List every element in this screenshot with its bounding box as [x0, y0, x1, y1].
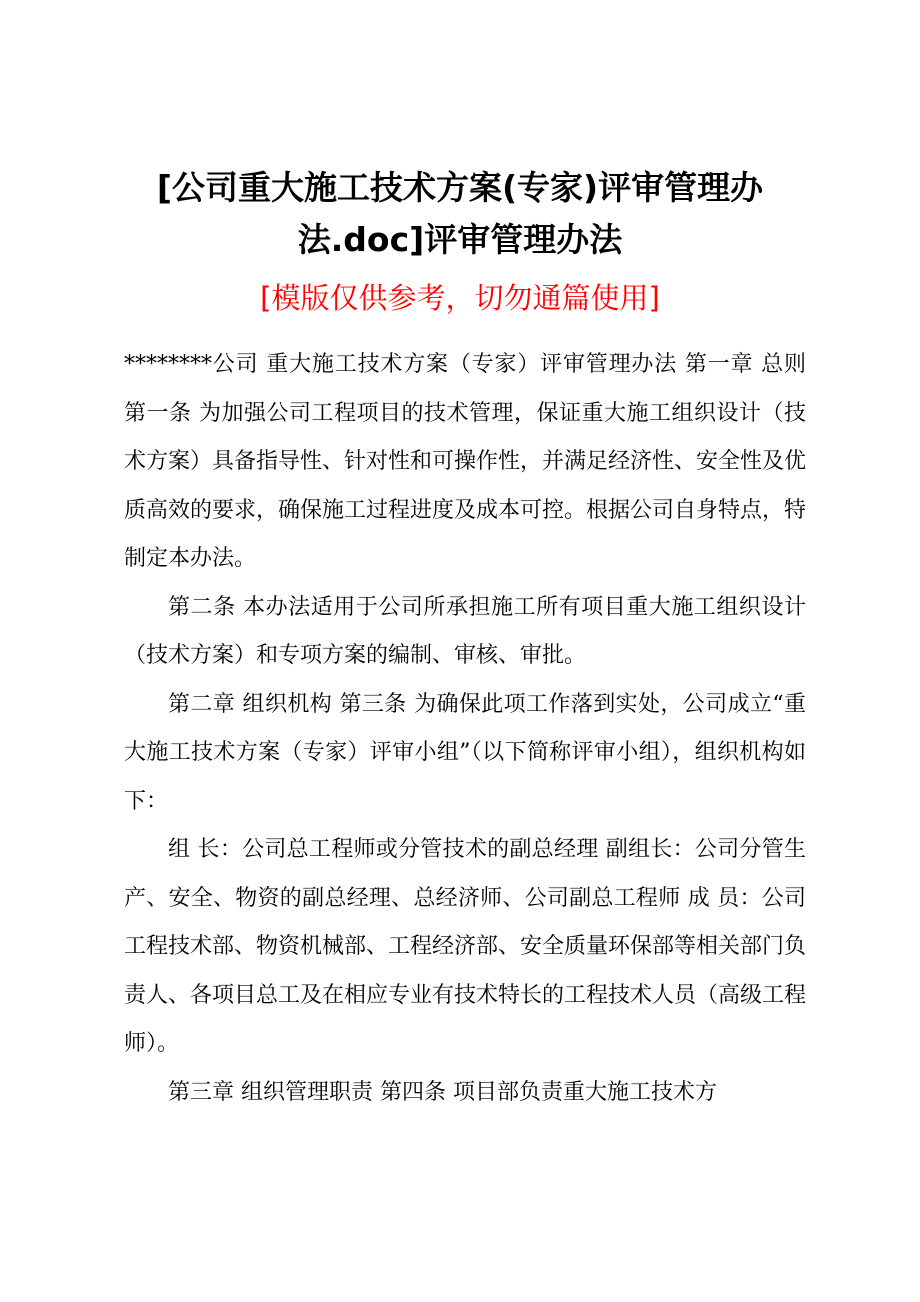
template-notice: [模版仅供参考，切勿通篇使用] — [260, 281, 660, 315]
document-body — [124, 341, 806, 1117]
paragraph-chapter-3: 第三章 组织管理职责 第四条 项目部负责重大施工技术方 — [168, 1079, 717, 1105]
paragraph-article-2: 第二条 本办法适用于公司所承担施工所有项目重大施工组织设计（技术方案）和专项方案的编制、审核、审批。 — [124, 594, 806, 668]
paragraph-chapter-1: ********公司 重大施工技术方案（专家）评审管理办法 第一章 总则 第一条 为加强公司工程项目的技术管理，保证重大施工组织设计（技术方案）具备指导性、针对性和可操作性，并满足经济性、安全性及优质高效的要求，确保施工过程进度及成本可控。根据公司自身特点，特制定本办法。 — [124, 352, 807, 571]
document-title: [公司重大施工技术方案(专家)评审管理办法.doc]评审管理办法 — [156, 168, 764, 259]
paragraph-members: 组 长：公司总工程师或分管技术的副总经理 副组长：公司分管生产、安全、物资的副总经理、总经济师、公司副总工程师 成 员：公司工程技术部、物资机械部、工程经济部、安全质量环保部等相关部门负责人、各项目总工及在相应专业有技术特长的工程技术人员（高级工程师）。 — [124, 837, 807, 1056]
paragraph-chapter-2: 第二章 组织机构 第三条 为确保此项工作落到实处，公司成立“重大施工技术方案（专家）评审小组”（以下简称评审小组），组织机构如下： — [124, 691, 806, 814]
